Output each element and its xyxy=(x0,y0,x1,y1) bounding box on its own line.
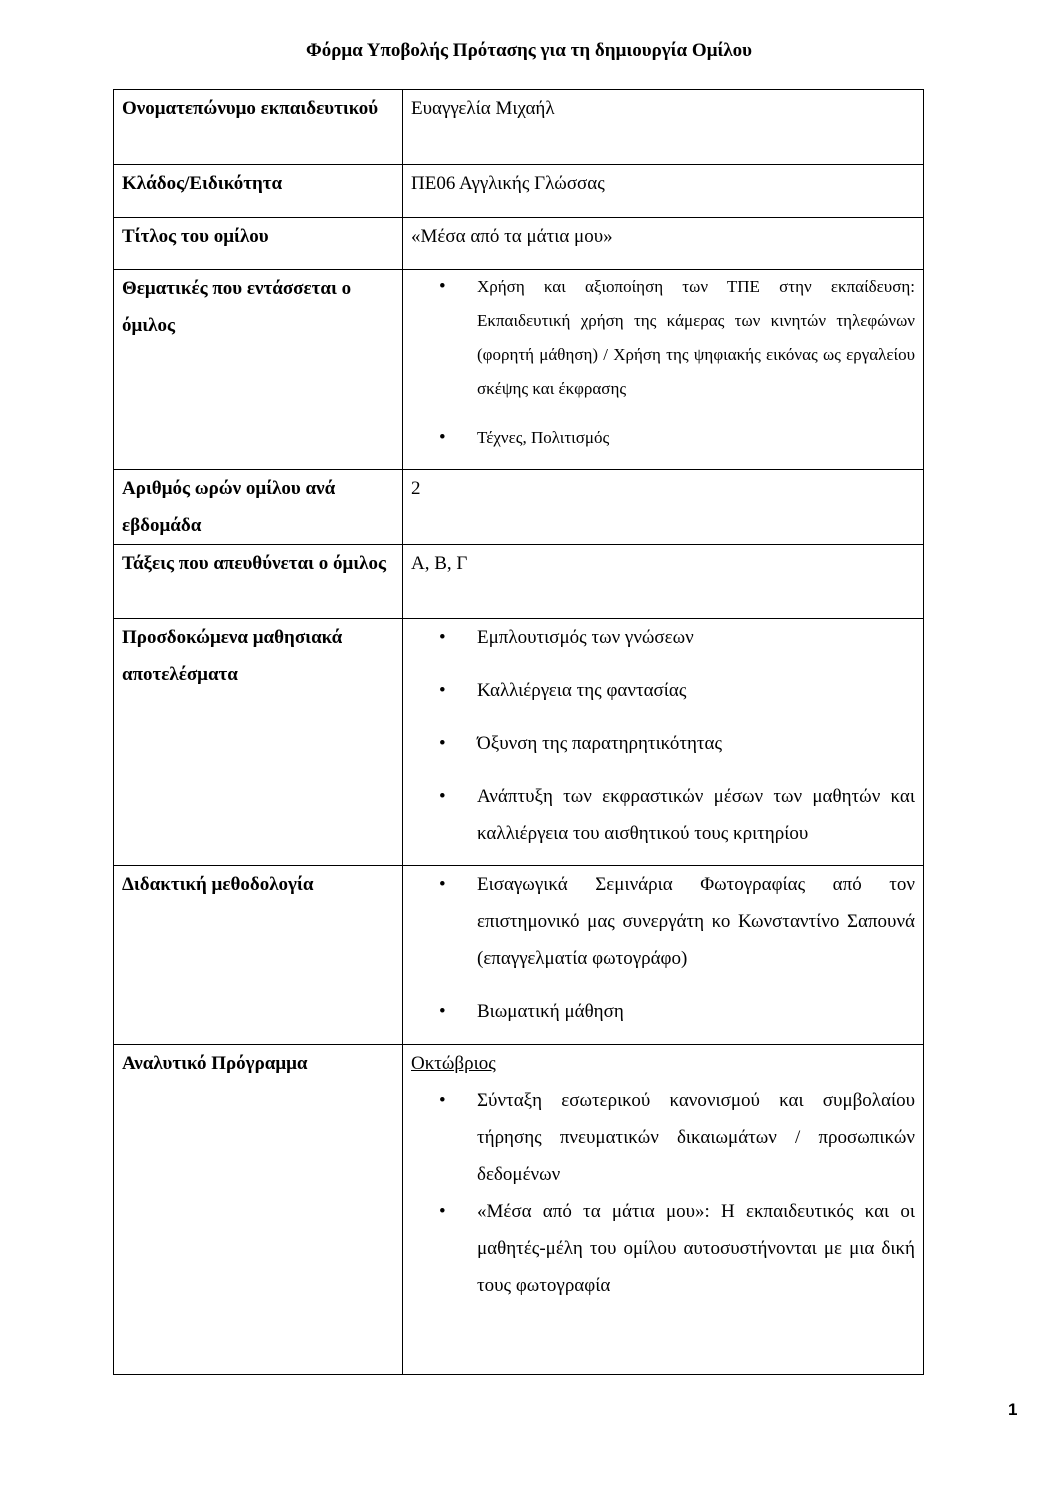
list-item: • Βιωματική μάθηση xyxy=(477,993,915,1030)
program-month: Οκτώβριος xyxy=(411,1053,496,1074)
themes-label: Θεματικές που εντάσσεται ο όμιλος xyxy=(114,270,403,470)
proposal-form-table xyxy=(113,89,924,1375)
themes-value xyxy=(403,270,924,470)
table-row-club-title xyxy=(114,218,924,270)
table-row-outcomes xyxy=(114,619,924,866)
list-item: • Εμπλουτισμός των γνώσεων xyxy=(477,619,915,656)
themes-list xyxy=(411,270,915,455)
table-row-specialty xyxy=(114,165,924,218)
methodology-list xyxy=(411,866,915,1030)
club-title-label: Τίτλος του ομίλου xyxy=(114,218,403,270)
list-item: • Καλλιέργεια της φαντασίας xyxy=(477,672,915,709)
club-title-value: «Μέσα από τα μάτια μου» xyxy=(403,218,924,270)
outcomes-label: Προσδοκώμενα μαθησιακά αποτελέσματα xyxy=(114,619,403,866)
classes-label: Τάξεις που απευθύνεται ο όμιλος xyxy=(114,545,403,619)
table-row-teacher xyxy=(114,90,924,165)
list-item: • Τέχνες, Πολιτισμός xyxy=(477,421,915,455)
teacher-label: Ονοματεπώνυμο εκπαιδευτικού xyxy=(114,90,403,165)
outcomes-list xyxy=(411,619,915,852)
document-title: Φόρμα Υποβολής Πρότασης για τη δημιουργία Ομίλου xyxy=(305,40,753,61)
classes-value: Α, Β, Γ xyxy=(403,545,924,619)
methodology-label: Διδακτική μεθοδολογία xyxy=(114,866,403,1045)
hours-value: 2 xyxy=(403,470,924,545)
list-item: • Εισαγωγικά Σεμινάρια Φωτογραφίας από τον επιστημονικό μας συνεργάτη κο Κωνσταντίνο Σαπουνά (επαγγελματία φωτογράφο) xyxy=(477,866,915,977)
list-item: • Χρήση και αξιοποίηση των ΤΠΕ στην εκπαίδευση: Εκπαιδευτική χρήση της κάμερας των κινητών τηλεφώνων (φορητή μάθηση) / Χρήση της ψηφιακής εικόνας ως εργαλείου σκέψης και έκφρασης xyxy=(477,270,915,406)
program-label: Αναλυτικό Πρόγραμμα xyxy=(114,1045,403,1375)
list-item: • Όξυνση της παρατηρητικότητας xyxy=(477,725,915,762)
table-row-hours xyxy=(114,470,924,545)
page-number: 1 xyxy=(1008,1400,1018,1419)
program-list xyxy=(411,1082,915,1304)
table-row-program xyxy=(114,1045,924,1375)
outcomes-value xyxy=(403,619,924,866)
program-value xyxy=(403,1045,924,1375)
hours-label: Αριθμός ωρών ομίλου ανά εβδομάδα xyxy=(114,470,403,545)
table-row-methodology xyxy=(114,866,924,1045)
list-item: • Σύνταξη εσωτερικού κανονισμού και συμβολαίου τήρησης πνευματικών δικαιωμάτων / προσωπικών δεδομένων xyxy=(477,1082,915,1193)
list-item: • Ανάπτυξη των εκφραστικών μέσων των μαθητών και καλλιέργεια του αισθητικού τους κριτηρίου xyxy=(477,778,915,852)
methodology-value xyxy=(403,866,924,1045)
table-row-themes xyxy=(114,270,924,470)
list-item: • «Μέσα από τα μάτια μου»: Η εκπαιδευτικός και οι μαθητές-μέλη του ομίλου αυτοσυστήνονται με μια δική τους φωτογραφία xyxy=(477,1193,915,1304)
teacher-value: Ευαγγελία Μιχαήλ xyxy=(403,90,924,165)
table-row-classes xyxy=(114,545,924,619)
specialty-value: ΠΕ06 Αγγλικής Γλώσσας xyxy=(403,165,924,218)
specialty-label: Κλάδος/Ειδικότητα xyxy=(114,165,403,218)
